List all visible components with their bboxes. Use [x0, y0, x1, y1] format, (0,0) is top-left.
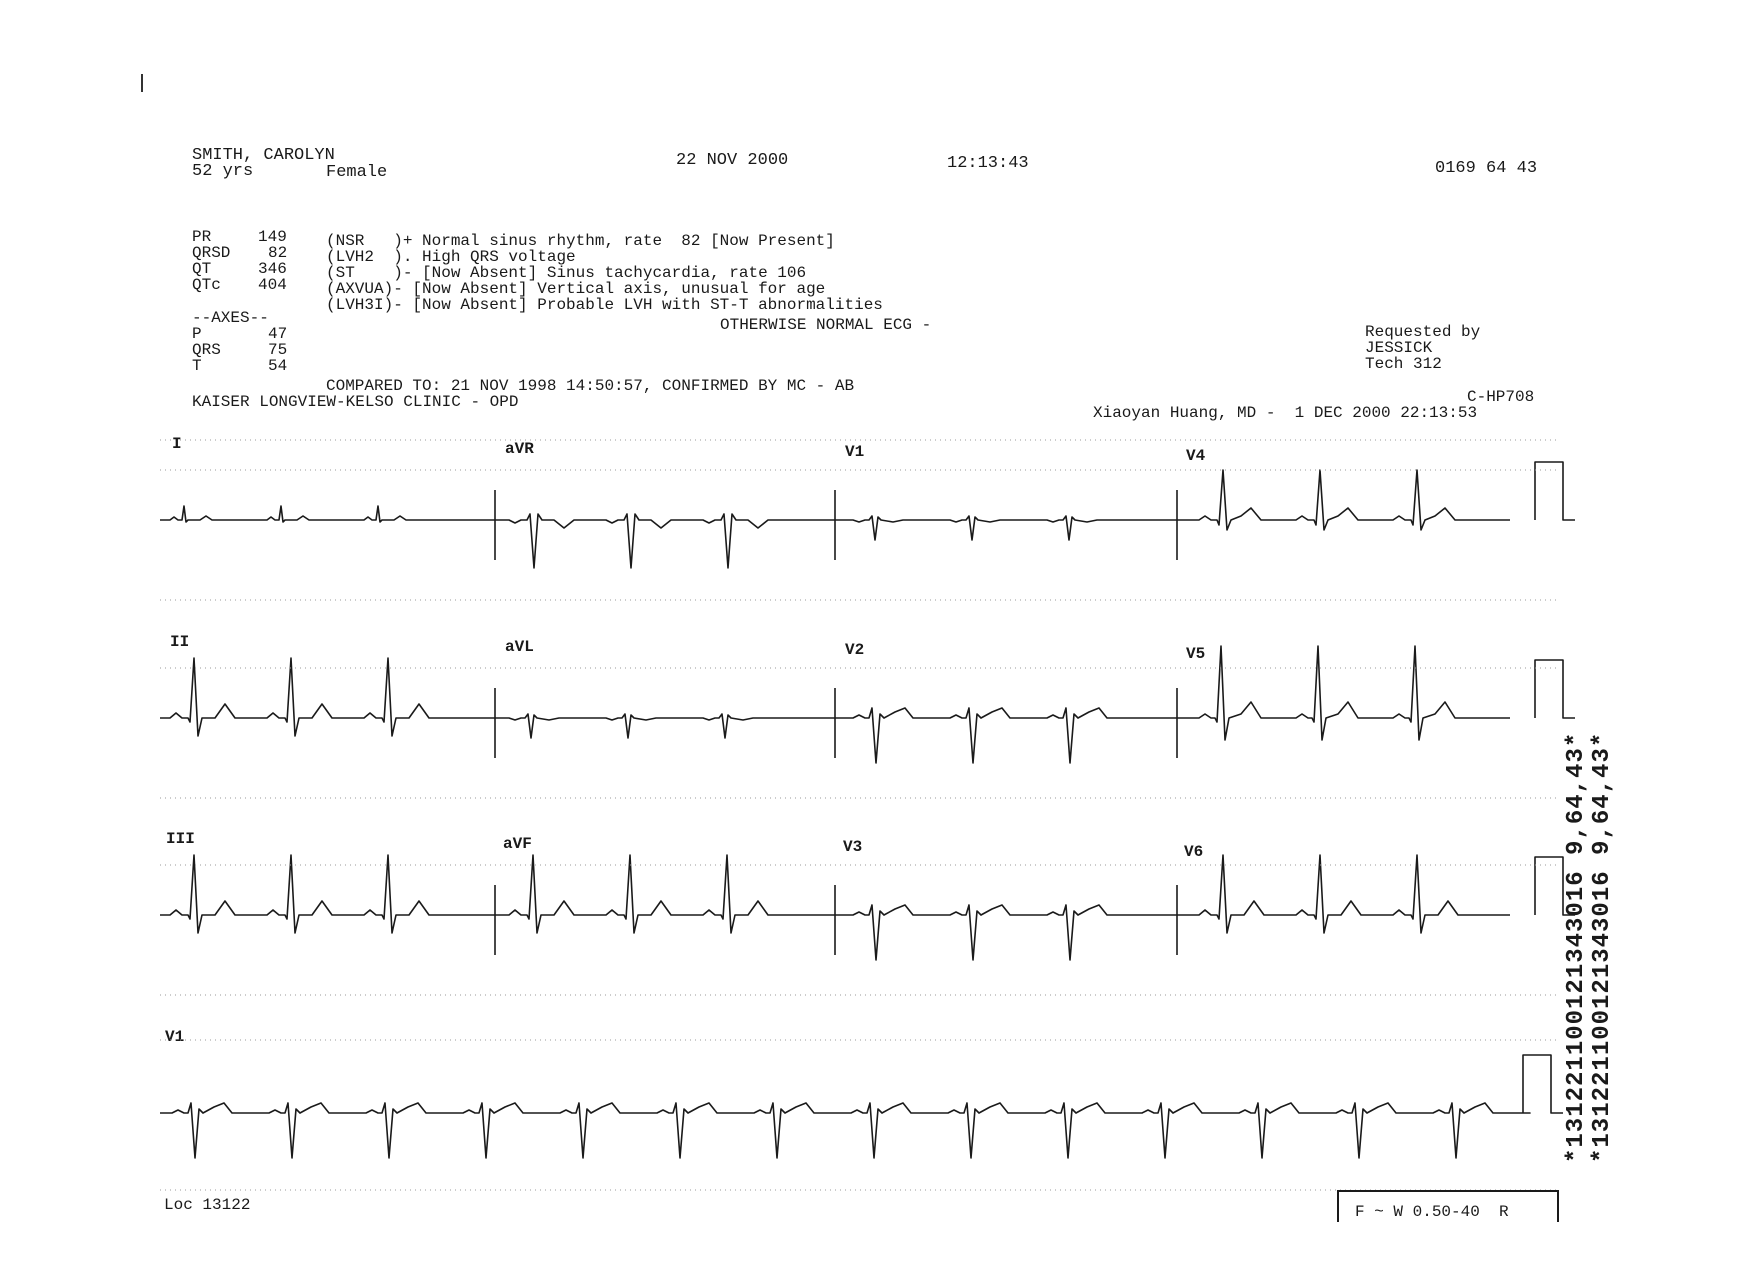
footer-settings-box: [1337, 1190, 1559, 1222]
lead-label-aVR: aVR: [505, 440, 534, 458]
lead-label-I: I: [172, 435, 182, 453]
lead-label-V2: V2: [845, 641, 865, 659]
ecg-lead-trace: [1177, 855, 1510, 933]
ecg-lead-trace: [835, 708, 1177, 763]
ecg-lead-trace: [1177, 470, 1510, 530]
measure-label: QRSD: [192, 244, 231, 262]
calibration-pulse: [1535, 660, 1575, 718]
record-date: 22 NOV 2000: [676, 151, 789, 170]
clinic-name: KAISER LONGVIEW-KELSO CLINIC - OPD: [192, 393, 519, 411]
axis-label: T: [192, 357, 202, 375]
axis-label: P: [192, 325, 202, 343]
ecg-lead-trace: [160, 658, 495, 736]
record-id: 0169 64 43: [1435, 159, 1538, 178]
ecg-lead-trace: [495, 855, 835, 933]
footer-settings: F ~ W 0.50-40 R: [1355, 1203, 1509, 1221]
comparison-line: COMPARED TO: 21 NOV 1998 14:50:57, CONFIRMED BY MC - AB: [326, 377, 855, 395]
lead-label-II: II: [170, 633, 190, 651]
patient-sex: Female: [326, 163, 388, 182]
ecg-lead-trace: [160, 855, 495, 933]
barcode-text: *131221100121343016 9,64,43*: [1563, 731, 1590, 1163]
lead-label-rhythm: V1: [165, 1028, 185, 1046]
measure-value: 404: [258, 276, 287, 294]
interpretation-line: (NSR )+ Normal sinus rhythm, rate 82 [Now Present]: [326, 232, 835, 250]
location-code: Loc 13122: [164, 1196, 251, 1214]
ecg-lead-trace: [1177, 646, 1510, 740]
record-time: 12:13:43: [947, 154, 1029, 173]
measure-label: QTc: [192, 276, 221, 294]
axis-value: 47: [268, 325, 288, 343]
lead-label-V5: V5: [1186, 645, 1206, 663]
measure-value: 82: [268, 244, 288, 262]
lead-label-V1: V1: [845, 443, 865, 461]
patient-name: SMITH, CAROLYN: [192, 146, 335, 165]
requested-by-tech: Tech 312: [1365, 355, 1442, 373]
measure-value: 346: [258, 260, 287, 278]
measure-value: 149: [258, 228, 287, 246]
ecg-lead-trace: [495, 714, 835, 738]
lead-label-III: III: [166, 830, 195, 848]
axis-label: QRS: [192, 341, 221, 359]
requested-by-label: Requested by: [1365, 323, 1481, 341]
confirmed-by: Xiaoyan Huang, MD - 1 DEC 2000 22:13:53: [1093, 404, 1478, 422]
measure-label: QT: [192, 260, 212, 278]
rhythm-strip-trace: [160, 1103, 1530, 1158]
barcode-text-2: *131221100121343016 9,64,43*: [1589, 731, 1616, 1163]
lead-label-V3: V3: [843, 838, 863, 856]
device-id: C-HP708: [1467, 388, 1535, 406]
lead-label-V4: V4: [1186, 447, 1206, 465]
interpretation-line: (LVH3I)- [Now Absent] Probable LVH with ST-T abnormalities: [326, 296, 883, 314]
axes-title: --AXES--: [192, 309, 269, 327]
ecg-lead-trace: [160, 506, 495, 522]
interpretation-line: (AXVUA)- [Now Absent] Vertical axis, unusual for age: [326, 280, 826, 298]
interpretation-line: (LVH2 ). High QRS voltage: [326, 248, 576, 266]
ecg-lead-trace: [495, 514, 835, 568]
calibration-pulse: [1535, 462, 1575, 520]
lead-label-aVL: aVL: [505, 638, 534, 656]
calibration-pulse: [1523, 1055, 1563, 1113]
lead-label-aVF: aVF: [503, 835, 532, 853]
patient-age: 52 yrs: [192, 162, 254, 181]
ecg-lead-trace: [835, 516, 1177, 540]
requested-by-name: JESSICK: [1365, 339, 1433, 357]
axis-value: 75: [268, 341, 288, 359]
interpretation-line: (ST )- [Now Absent] Sinus tachycardia, rate 106: [326, 264, 807, 282]
lead-label-V6: V6: [1184, 843, 1204, 861]
ecg-lead-trace: [835, 905, 1177, 960]
axis-value: 54: [268, 357, 288, 375]
measure-label: PR: [192, 228, 212, 246]
interpretation-summary: OTHERWISE NORMAL ECG -: [720, 316, 932, 334]
